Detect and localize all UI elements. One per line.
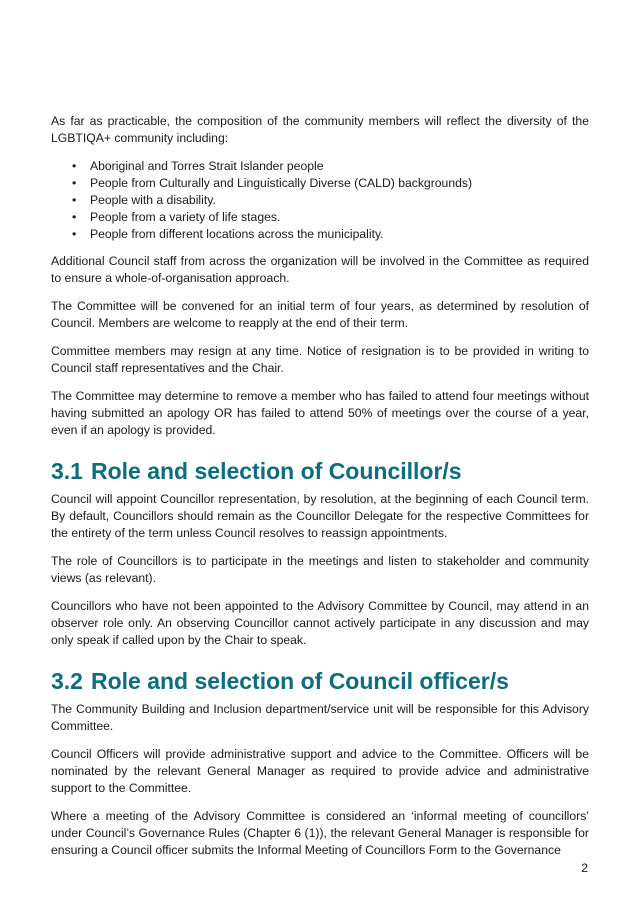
section-heading-councillors	[51, 457, 589, 485]
removal-paragraph: The Committee may determine to remove a member who has failed to attend four meetings without having submitted an apology OR has failed to attend 50% of meetings over the course of a year, even if an apology is provided.	[51, 389, 589, 437]
section-title: Role and selection of Councillor/s	[90, 458, 462, 484]
councillor-appointment-paragraph: Council will appoint Councillor representation, by resolution, at the beginning of each Council term. By default, Councillors should remain as the Councillor Delegate for the respective Committees for the entirety of the term unless Council resolves to reassign appointments.	[51, 492, 589, 540]
section-heading-officers	[51, 667, 589, 695]
informal-meeting-paragraph: Where a meeting of the Advisory Committee is considered an ‘informal meeting of councillors’ under Council’s Governance Rules (Chapter 6 (1)), the relevant General Manager is responsible for ensuring a Council officer submits the Informal Meeting of Councillors Form to the Governance	[51, 809, 589, 857]
list-item	[51, 226, 589, 243]
bullet-icon: •	[72, 176, 77, 190]
councillor-role-paragraph: The role of Councillors is to participate in the meetings and listen to stakeholder and community views (as relevant).	[51, 554, 589, 585]
staff-involvement-paragraph: Additional Council staff from across the organization will be involved in the Committee as required to ensure a whole-of-organisation approach.	[51, 254, 589, 285]
list-item-text: Aboriginal and Torres Strait Islander people	[90, 159, 324, 173]
list-item	[51, 192, 589, 209]
department-paragraph: The Community Building and Inclusion department/service unit will be responsible for this Advisory Committee.	[51, 702, 589, 733]
list-item-text: People from Culturally and Linguistically Diverse (CALD) backgrounds)	[90, 176, 473, 190]
bullet-icon: •	[72, 193, 77, 207]
bullet-icon: •	[72, 210, 77, 224]
list-item	[51, 175, 589, 192]
bullet-icon: •	[72, 159, 77, 173]
resignation-paragraph: Committee members may resign at any time. Notice of resignation is to be provided in writing to Council staff representatives and the Chair.	[51, 344, 589, 375]
term-paragraph: The Committee will be convened for an initial term of four years, as determined by resolution of Council. Members are welcome to reapply at the end of their term.	[51, 299, 589, 330]
list-item-text: People with a disability.	[90, 193, 216, 207]
section-number: 3.2	[51, 668, 83, 694]
officer-support-paragraph: Council Officers will provide administrative support and advice to the Committee. Officers will be nominated by the relevant General Manager as required to provide advice and administrative support to the Committee.	[51, 747, 589, 795]
diversity-list	[51, 158, 589, 243]
bullet-icon: •	[72, 227, 77, 241]
list-item	[51, 158, 589, 175]
list-item-text: People from different locations across the municipality.	[90, 227, 384, 241]
section-title: Role and selection of Council officer/s	[90, 668, 509, 694]
list-item-text: People from a variety of life stages.	[90, 210, 281, 224]
document-page	[51, 113, 589, 870]
observer-paragraph: Councillors who have not been appointed to the Advisory Committee by Council, may attend in an observer role only. An observing Councillor cannot actively participate in any discussion and may only speak if called upon by the Chair to speak.	[51, 599, 589, 647]
intro-paragraph: As far as practicable, the composition of the community members will reflect the diversity of the LGBTIQA+ community including:	[51, 114, 589, 145]
list-item	[51, 209, 589, 226]
page-number: 2	[581, 861, 588, 875]
section-number: 3.1	[51, 458, 83, 484]
